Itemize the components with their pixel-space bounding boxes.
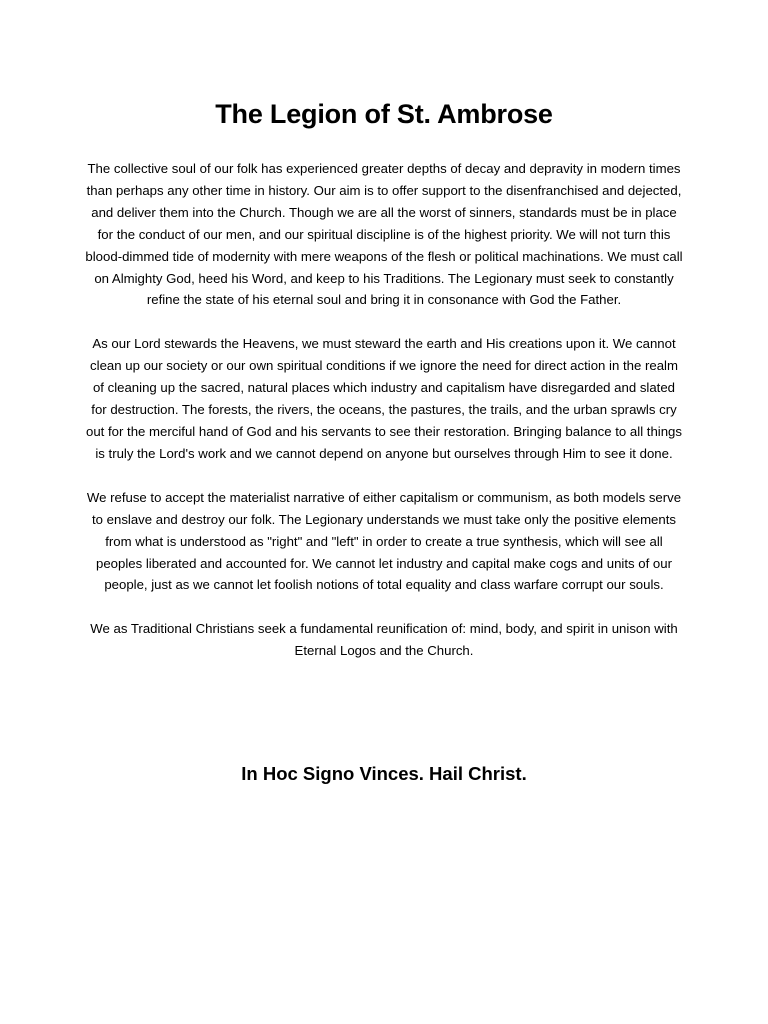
closing-line: In Hoc Signo Vinces. Hail Christ. xyxy=(241,763,527,784)
document-body xyxy=(84,158,684,684)
page-title: The Legion of St. Ambrose xyxy=(215,99,553,129)
paragraph-1: The collective soul of our folk has experienced greater depths of decay and depravity in modern times than perhaps any other time in history. Our aim is to offer support to the disenfranchised and dejected, and deliver them into the Church. Though we are all the worst of sinners, standards must be in place for the conduct of our men, and our spiritual discipline is of the highest priority. We will not turn this blood-dimmed tide of modernity with mere weapons of the flesh or political machinations. We must call on Almighty God, heed his Word, and keep to his Traditions. The Legionary must seek to constantly refine the state of his eternal soul and bring it in consonance with God the Father. xyxy=(85,161,683,308)
paragraph-2: As our Lord stewards the Heavens, we must steward the earth and His creations upon it. We cannot clean up our society or our own spiritual conditions if we ignore the need for direct action in the realm of cleaning up the sacred, natural places which industry and capitalism have disregarded and slated for destruction. The forests, the rivers, the oceans, the pastures, the trails, and the urban sprawls cry out for the merciful hand of God and his servants to see their restoration. Bringing balance to all things is truly the Lord's work and we cannot depend on anyone but ourselves through Him to see it done. xyxy=(86,336,682,461)
paragraph-4: We as Traditional Christians seek a fundamental reunification of: mind, body, and spirit in unison with Eternal Logos and the Church. xyxy=(90,621,678,659)
paragraph-3: We refuse to accept the materialist narrative of either capitalism or communism, as both models serve to enslave and destroy our folk. The Legionary understands we must take only the positive elements from what is understood as "right" and "left" in order to create a true synthesis, which will see all peoples liberated and accounted for. We cannot let industry and capital make cogs and units of our people, just as we cannot let foolish notions of total equality and class warfare corrupt our souls. xyxy=(86,489,682,593)
